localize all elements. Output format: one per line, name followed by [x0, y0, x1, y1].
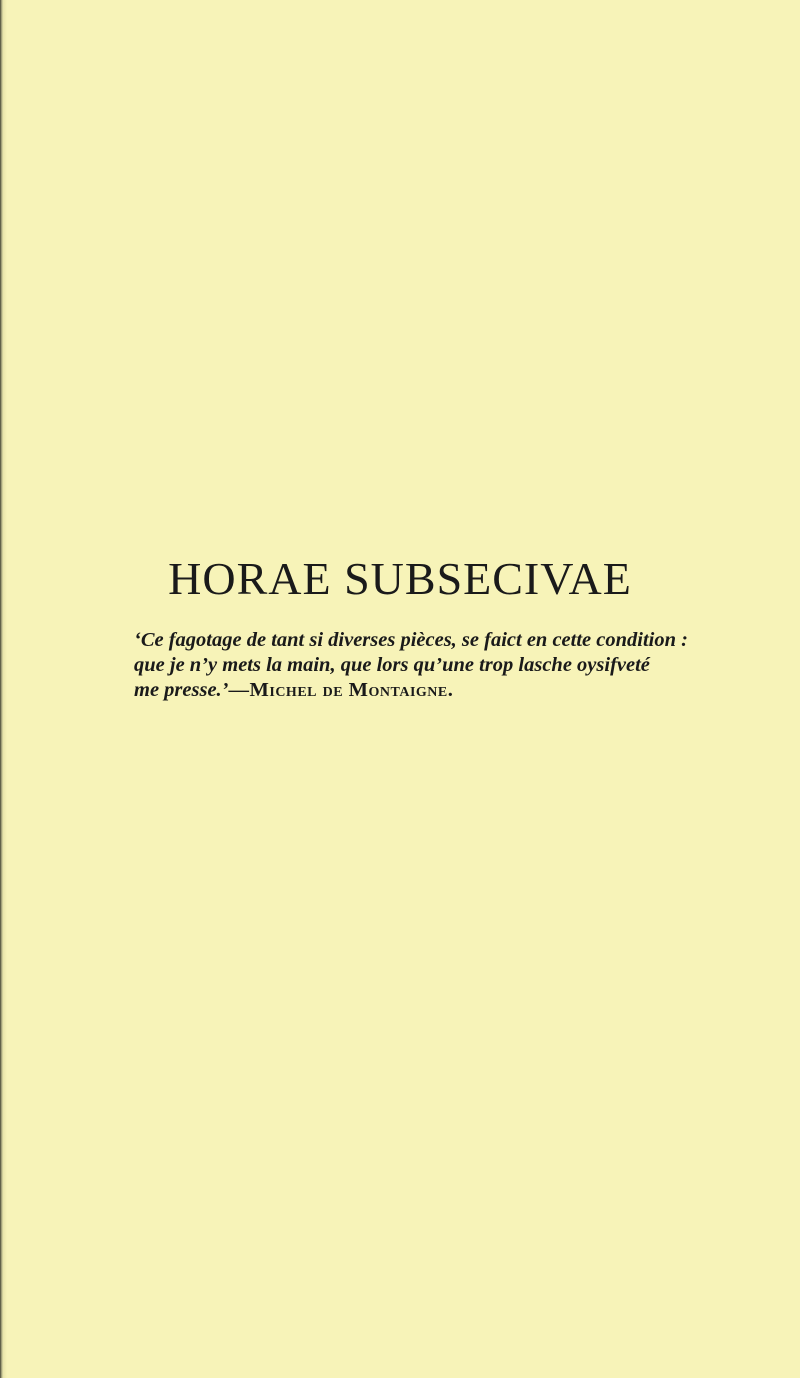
page-gutter-shadow: [0, 0, 7, 1378]
page-title: HORAE SUBSECIVAE: [168, 553, 632, 604]
epigraph-author: —Michel de Montaigne.: [228, 679, 454, 701]
epigraph-quote-end: me presse.’: [134, 679, 229, 701]
epigraph: [134, 628, 784, 703]
epigraph-line-3: [134, 678, 784, 703]
epigraph-line-2: que je n’y mets la main, que lors qu’une trop lasche oysifveté: [134, 654, 650, 676]
epigraph-line-1: ‘Ce fagotage de tant si diverses pièces, se faict en cette condition :: [134, 629, 688, 651]
